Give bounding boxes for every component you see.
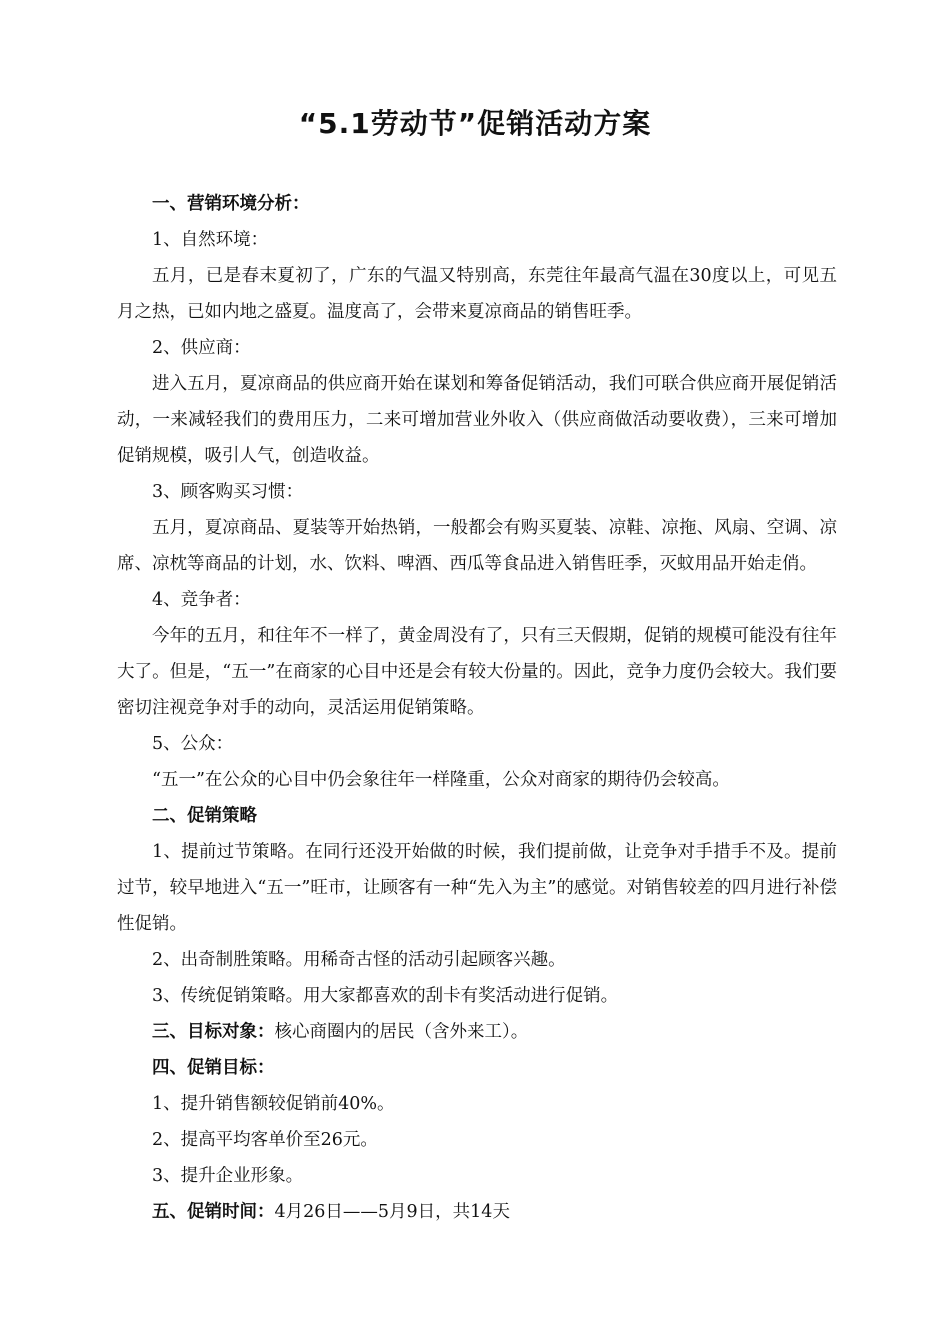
subsection-supplier-label: 2、供应商： <box>152 338 251 358</box>
goal-paragraph-2: 2、提高平均客单价至26元。 <box>152 1130 378 1150</box>
goal-paragraph-3: 3、提升企业形象。 <box>152 1166 304 1186</box>
document-body <box>117 186 837 1230</box>
subsection-supplier-text: 进入五月，夏凉商品的供应商开始在谋划和筹备促销活动，我们可联合供应商开展促销活动，一来减轻我们的费用压力，二来可增加营业外收入（供应商做活动要收费），三来可增加促销规模，吸引人气，创造收益。 <box>117 374 837 466</box>
subsection-natural-env-label: 1、自然环境： <box>152 230 269 250</box>
subsection-competitor-label: 4、竞争者： <box>152 590 251 610</box>
goal-paragraph-1: 1、提升销售额较促销前40%。 <box>152 1094 395 1114</box>
document-title: “5.1劳动节”促销活动方案 <box>298 107 652 140</box>
strategy-paragraph-2: 2、出奇制胜策略。用稀奇古怪的活动引起顾客兴趣。 <box>152 950 566 970</box>
strategy-paragraph-3: 3、传统促销策略。用大家都喜欢的刮卡有奖活动进行促销。 <box>152 986 619 1006</box>
section-3-text: 核心商圈内的居民（含外来工）。 <box>274 1022 529 1042</box>
section-4-heading: 四、促销目标： <box>152 1058 275 1078</box>
subsection-natural-env-text: 五月，已是春末夏初了，广东的气温又特别高，东莞往年最高气温在30度以上，可见五月之热，已如内地之盛夏。温度高了，会带来夏凉商品的销售旺季。 <box>117 266 837 322</box>
section-2-heading: 二、促销策略 <box>152 806 257 826</box>
section-1-heading: 一、营销环境分析： <box>152 194 310 214</box>
subsection-customer-habit-label: 3、顾客购买习惯： <box>152 482 304 502</box>
section-5-heading: 五、促销时间： <box>152 1202 275 1222</box>
subsection-public-label: 5、公众： <box>152 734 234 754</box>
subsection-competitor-text: 今年的五月，和往年不一样了，黄金周没有了，只有三天假期，促销的规模可能没有往年大了。但是，“五一”在商家的心目中还是会有较大份量的。因此，竞争力度仍会较大。我们要密切注视竞争对手的动向，灵活运用促销策略。 <box>117 626 837 718</box>
strategy-paragraph-1: 1、提前过节策略。在同行还没开始做的时候，我们提前做，让竞争对手措手不及。提前过节，较早地进入“五一”旺市，让顾客有一种“先入为主”的感觉。对销售较差的四月进行补偿性促销。 <box>117 842 837 934</box>
section-5-line <box>117 1194 837 1230</box>
subsection-customer-habit-text: 五月，夏凉商品、夏装等开始热销，一般都会有购买夏装、凉鞋、凉拖、风扇、空调、凉席、凉枕等商品的计划，水、饮料、啤酒、西瓜等食品进入销售旺季，灭蚊用品开始走俏。 <box>117 518 837 574</box>
subsection-public-text: “五一”在公众的心目中仍会象往年一样隆重，公众对商家的期待仍会较高。 <box>152 770 730 790</box>
section-5-text: 4月26日——5月9日，共14天 <box>274 1202 510 1222</box>
section-3-line <box>117 1014 837 1050</box>
section-3-heading: 三、目标对象： <box>152 1022 275 1042</box>
